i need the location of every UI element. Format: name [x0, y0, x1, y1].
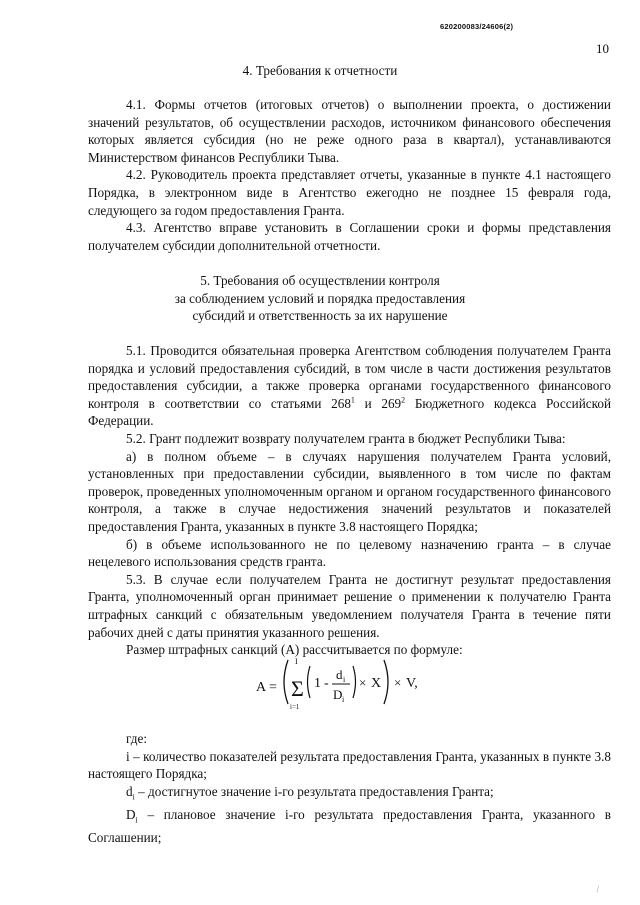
section-5-title-line-1: 5. Требования об осуществлении контроля: [200, 273, 440, 288]
paragraph-5-1-sup-1: 1: [350, 395, 355, 405]
definitions-block: [88, 730, 611, 847]
formula-denominator-sub: i: [342, 695, 345, 704]
formula-sum-upper: I: [295, 657, 298, 666]
paragraph-5-2-b: б) в объеме использованного не по целевому назначению гранта – в случае нецелевого использования средств гранта.: [88, 536, 611, 570]
definition-di-sub: i: [132, 792, 135, 802]
formula-denominator: D: [333, 687, 343, 702]
document-code: 620200083/24606(2): [440, 22, 514, 31]
definition-di-symbol: d: [126, 783, 133, 799]
formula-minus: -: [324, 676, 329, 691]
paragraph-5-1-text-a: 5.1. Проводится обязательная проверка Агентством соблюдения получателем Гранта порядка и условий предоставления субсидий, в том числе в части достижения результатов предоставления субсидии, а также проверка органами государственного финансового контроля в соответствии со статьями 268: [88, 343, 611, 411]
definition-Di-sub: i: [135, 815, 138, 825]
paragraph-5-1-sup-2: 2: [401, 395, 406, 405]
formula-left-paren-outer: [284, 660, 288, 704]
formula-x: X: [371, 676, 382, 691]
definition-di-text: – достигнутое значение i-го результата предоставления Гранта;: [134, 783, 494, 799]
definition-di: [88, 783, 611, 806]
formula-right-paren-inner: [353, 666, 356, 698]
penalty-formula: [0, 652, 640, 712]
formula-times-2: ×: [394, 675, 402, 690]
definition-Di: [88, 806, 611, 847]
section-5-body: [88, 342, 611, 659]
formula-sum-lower: i=1: [290, 703, 300, 711]
paragraph-5-1-text-c: Бюджетного кодекса Российской Федерации.: [88, 395, 611, 429]
paragraph-5-3: 5.3. В случае если получателем Гранта не достигнут результат предоставления Гранта, уполномоченный орган принимает решение о применении к получателю Гранта штрафных санкций с обязательным уведомлением получателя Гранта в течение пяти рабочих дней с даты принятия указанного решения.: [88, 571, 611, 640]
paragraph-4-3: 4.3. Агентство вправе установить в Соглашении сроки и формы представления получателем субсидии дополнительной отчетности.: [88, 220, 611, 253]
formula-right-paren-outer: [384, 660, 388, 704]
formula-lhs: A: [256, 680, 267, 695]
section-5-title-line-3: субсидий и ответственность за их нарушение: [192, 308, 448, 323]
formula-left-paren-inner: [308, 666, 311, 698]
section-4-title: 4. Требования к отчетности: [242, 63, 398, 78]
formula-numerator: d: [336, 667, 343, 682]
formula-numerator-sub: i: [343, 675, 346, 684]
page-number: 10: [596, 41, 609, 56]
paragraph-5-1-text-b: и 269: [354, 395, 402, 411]
formula-one: 1: [314, 676, 321, 691]
paragraph-formula-intro: Размер штрафных санкций (А) рассчитывается по формуле:: [126, 642, 463, 658]
section-5-title-line-2: за соблюдением условий и порядка предоставления: [174, 290, 466, 306]
paragraph-5-2-a: а) в полном объеме – в случаях нарушения получателем Гранта условий, установленных при предоставлении субсидии, выявленного в том числе по фактам проверок, проведенных уполномоченным органом и органом государственного финансового контроля, а также в случае недостижения значений результатов и показателей предоставления Гранта, указанных в пункте 3.8 настоящего Порядка;: [88, 448, 611, 534]
formula-v: V,: [406, 676, 418, 691]
formula-equals: =: [269, 680, 277, 695]
paragraph-4-1: 4.1. Формы отчетов (итоговых отчетов) о выполнении проекта, о достижении значений результатов, об осуществлении расходов, источником финансового обеспечения которых является субсидия (но не реже одного раза в квартал), устанавливаются Министерством финансов Республики Тыва.: [88, 97, 611, 165]
definitions-intro: где:: [126, 731, 147, 746]
formula-times-1: ×: [359, 675, 367, 690]
definition-Di-text: – плановое значение i-го результата предоставления Гранта, указанного в Соглашении;: [88, 807, 611, 846]
definition-i: i – количество показателей результата предоставления Гранта, указанных в пункте 3.8 настоящего Порядка;: [88, 748, 611, 782]
section-4-body: [88, 96, 611, 254]
formula-sum-sign: Σ: [291, 676, 304, 701]
paragraph-5-2: 5.2. Грант подлежит возврату получателем гранта в бюджет Республики Тыва:: [126, 430, 566, 446]
pen-mark: ⁄: [595, 884, 601, 894]
paragraph-5-1: [88, 342, 611, 430]
paragraph-4-2: 4.2. Руководитель проекта представляет отчеты, указанные в пункте 4.1 настоящего Порядка, в электронном виде в Агентство ежегодно не позднее 15 февраля года, следующего за годом предоставления Гранта.: [88, 167, 611, 218]
section-5-title: [0, 272, 640, 325]
definition-Di-symbol: D: [126, 807, 136, 823]
